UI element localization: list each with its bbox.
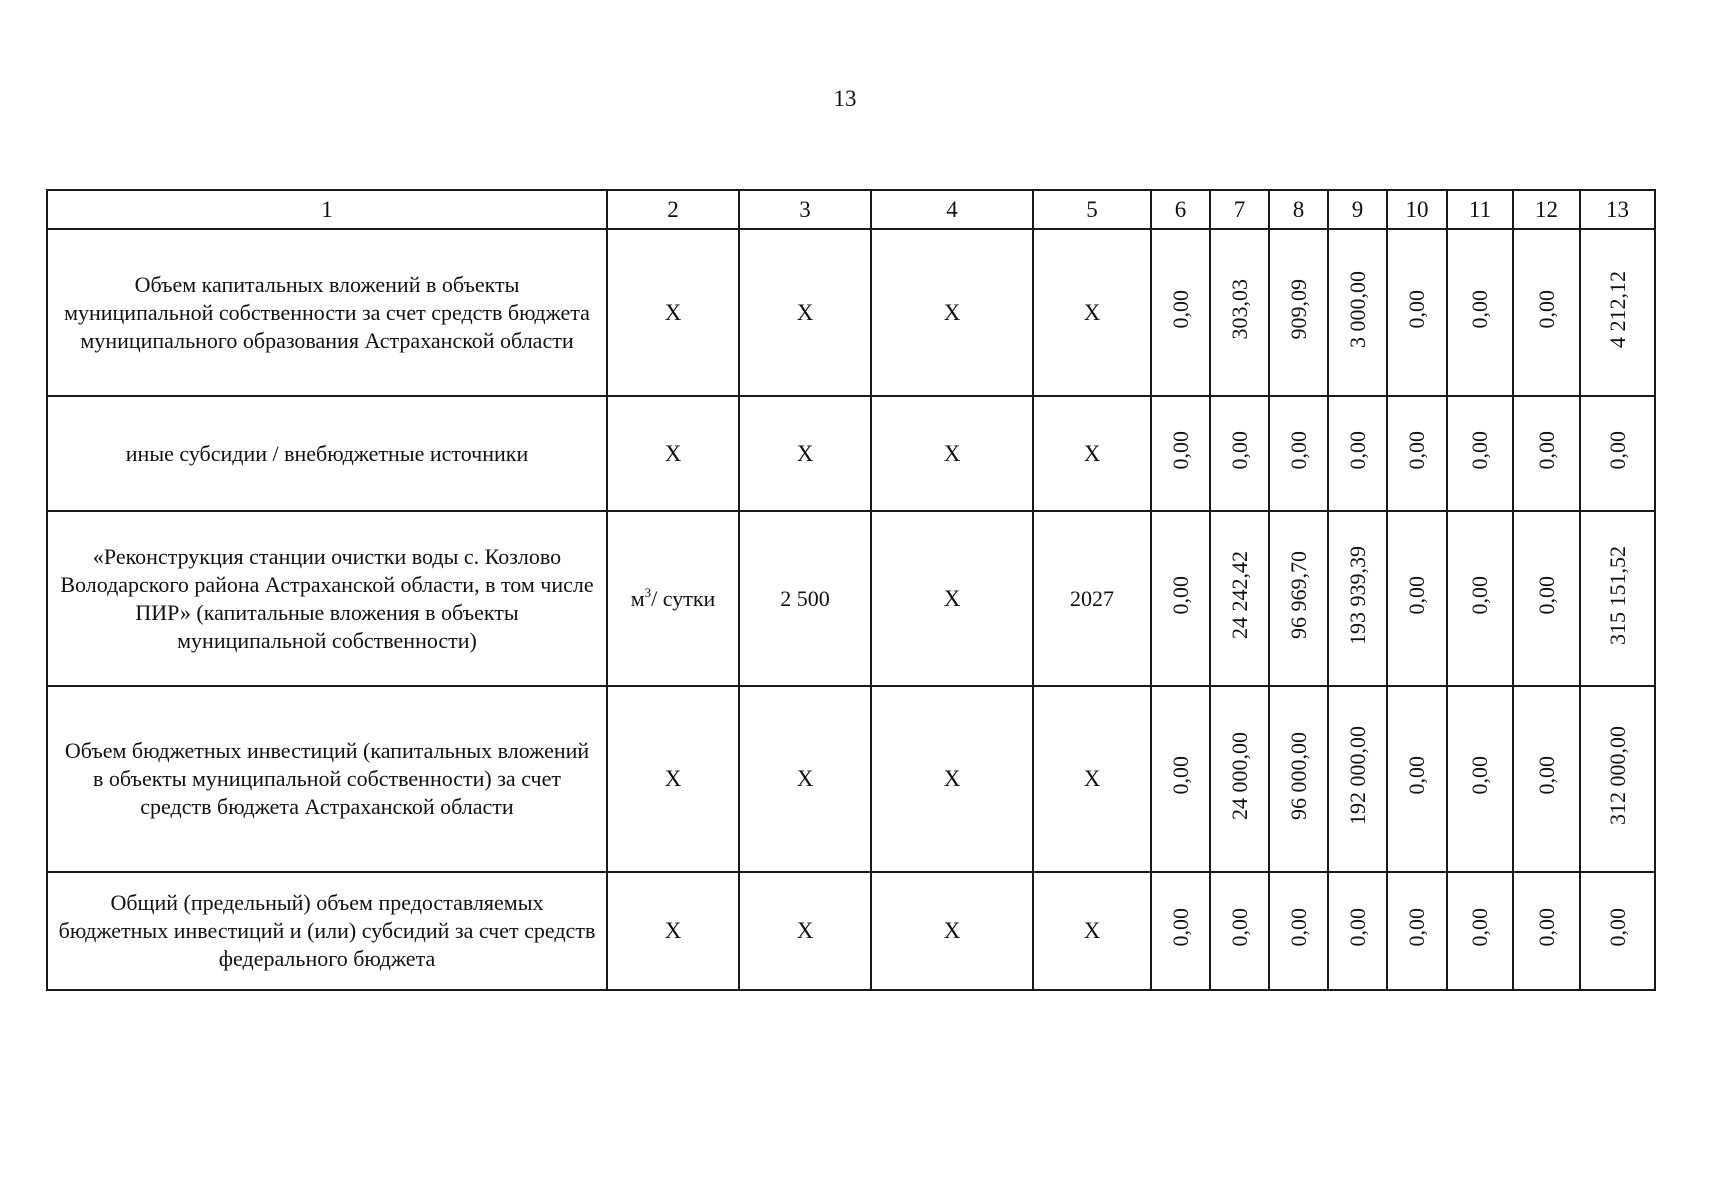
x-mark: X: [796, 299, 814, 325]
x-mark: X: [943, 299, 961, 325]
amount-cell: [1513, 511, 1580, 686]
page-number: 13: [833, 86, 857, 111]
unit-base: м: [630, 585, 645, 611]
cell-col-4: [871, 396, 1033, 511]
x-mark: X: [1083, 766, 1101, 791]
amount-value: 0,00: [1404, 430, 1429, 470]
amount-value: 0,00: [1167, 430, 1193, 470]
amount-cell: [1328, 396, 1387, 511]
table-row: [47, 686, 1655, 872]
x-mark: X: [1083, 918, 1101, 943]
amount-value: 0,00: [1167, 756, 1193, 795]
amount-cell: [1328, 872, 1387, 990]
amount-cell: [1513, 686, 1580, 872]
cell-col-3: [739, 229, 871, 396]
x-mark: X: [1083, 440, 1101, 466]
cell-col-3: [739, 872, 871, 990]
amount-value: 0,00: [1404, 908, 1429, 947]
amount-value: 24 242,42: [1226, 551, 1252, 639]
x-mark: X: [943, 766, 961, 791]
amount-cell: [1269, 229, 1328, 396]
row-description: Общий (предельный) объем предоставляемых бюджетных инвестиций и (или) субсидий за счет средств федерального бюджета: [47, 872, 607, 990]
cell-col-5: [1033, 872, 1151, 990]
cell-col-2: [607, 686, 739, 872]
amount-cell: [1580, 872, 1655, 990]
row-description: «Реконструкция станции очистки воды с. Козлово Володарского района Астраханской области, в том числе ПИР» (капитальные вложения в объекты муниципальной собственности): [47, 511, 607, 686]
cell-col-5: [1033, 396, 1151, 511]
x-mark: X: [796, 766, 814, 791]
amount-value: 909,09: [1285, 278, 1311, 340]
amount-cell: [1580, 396, 1655, 511]
amount-value: 0,00: [1533, 430, 1559, 470]
amount-cell: [1328, 511, 1387, 686]
table-row: [47, 511, 1655, 686]
cell-col-3: 2 500: [739, 511, 871, 686]
cell-col-3: [739, 686, 871, 872]
amount-value: 96 969,70: [1285, 551, 1311, 639]
column-header: 13: [1580, 190, 1655, 229]
amount-cell: [1447, 396, 1513, 511]
amount-value: 0,00: [1344, 430, 1370, 470]
amount-cell: [1447, 686, 1513, 872]
amount-value: 312 000,00: [1604, 726, 1630, 825]
cell-col-5: [1033, 229, 1151, 396]
x-mark: X: [943, 440, 961, 466]
amount-cell: [1269, 396, 1328, 511]
column-header: 10: [1387, 190, 1447, 229]
amount-value: 0,00: [1467, 756, 1492, 795]
amount-value: 0,00: [1404, 756, 1429, 795]
amount-cell: [1513, 229, 1580, 396]
x-mark: X: [796, 918, 814, 943]
amount-cell: [1328, 686, 1387, 872]
amount-cell: [1151, 396, 1210, 511]
amount-cell: [1210, 396, 1269, 511]
amount-value: 192 000,00: [1344, 726, 1370, 825]
amount-cell: [1387, 511, 1447, 686]
cell-col-2: [607, 511, 739, 686]
amount-value: 0,00: [1167, 575, 1193, 615]
x-mark: X: [664, 440, 682, 466]
amount-value: 193 939,39: [1344, 545, 1370, 645]
amount-value: 0,00: [1467, 430, 1492, 470]
amount-value: 3 000,00: [1344, 270, 1370, 348]
column-header: 2: [607, 190, 739, 229]
amount-cell: [1513, 396, 1580, 511]
amount-value: 0,00: [1404, 289, 1429, 329]
amount-cell: [1447, 872, 1513, 990]
amount-cell: [1387, 229, 1447, 396]
amount-cell: [1269, 511, 1328, 686]
amount-cell: [1328, 229, 1387, 396]
amount-value: 0,00: [1344, 908, 1370, 947]
amount-value: 24 000,00: [1226, 731, 1252, 820]
amount-value: 0,00: [1533, 908, 1559, 947]
unit-superscript: 3: [644, 584, 652, 600]
amount-cell: [1269, 872, 1328, 990]
amount-cell: [1387, 686, 1447, 872]
row-description: Объем бюджетных инвестиций (капитальных вложений в объекты муниципальной собственности) за счет средств бюджета Астраханской области: [47, 686, 607, 872]
column-header: 5: [1033, 190, 1151, 229]
amount-cell: [1269, 686, 1328, 872]
amount-value: 0,00: [1404, 575, 1429, 615]
column-header: 8: [1269, 190, 1328, 229]
cell-col-5: [1033, 686, 1151, 872]
amount-cell: [1387, 396, 1447, 511]
amount-cell: [1151, 686, 1210, 872]
amount-cell: [1151, 872, 1210, 990]
x-mark: X: [796, 440, 814, 466]
column-header: 12: [1513, 190, 1580, 229]
amount-value: 0,00: [1167, 289, 1193, 329]
cell-col-5: 2027: [1033, 511, 1151, 686]
amount-value: 0,00: [1285, 908, 1311, 947]
amount-value: 0,00: [1226, 908, 1252, 947]
row-description: иные субсидии / внебюджетные источники: [47, 396, 607, 511]
table-row: [47, 872, 1655, 990]
column-header: 9: [1328, 190, 1387, 229]
column-header: 7: [1210, 190, 1269, 229]
amount-cell: [1151, 511, 1210, 686]
x-mark: X: [943, 918, 961, 943]
amount-value: 0,00: [1533, 756, 1559, 795]
column-header: 6: [1151, 190, 1210, 229]
x-mark: X: [943, 585, 961, 611]
amount-cell: [1210, 229, 1269, 396]
x-mark: X: [664, 918, 682, 943]
amount-value: 0,00: [1226, 430, 1252, 470]
amount-value: 0,00: [1533, 575, 1559, 615]
amount-value: 4 212,12: [1604, 270, 1630, 348]
cell-col-2: [607, 229, 739, 396]
amount-value: 303,03: [1226, 278, 1252, 340]
amount-cell: [1210, 872, 1269, 990]
cell-col-4: [871, 872, 1033, 990]
amount-value: 96 000,00: [1285, 731, 1311, 820]
column-header: 11: [1447, 190, 1513, 229]
cell-col-4: [871, 511, 1033, 686]
amount-value: 0,00: [1604, 430, 1630, 470]
x-mark: X: [664, 766, 682, 791]
amount-value: 0,00: [1467, 908, 1492, 947]
table-header-row: [47, 190, 1655, 229]
amount-cell: [1210, 511, 1269, 686]
amount-value: 0,00: [1604, 908, 1630, 947]
amount-cell: [1580, 686, 1655, 872]
amount-value: 0,00: [1467, 575, 1492, 615]
amount-value: 0,00: [1533, 289, 1559, 329]
unit-rest: / сутки: [651, 585, 716, 611]
table-row: [47, 229, 1655, 396]
amount-value: 315 151,52: [1604, 545, 1630, 645]
amount-cell: [1387, 872, 1447, 990]
amount-value: 0,00: [1285, 430, 1311, 470]
amount-cell: [1447, 229, 1513, 396]
amount-cell: [1151, 229, 1210, 396]
column-header: 3: [739, 190, 871, 229]
budget-table: [46, 189, 1656, 991]
amount-cell: [1580, 229, 1655, 396]
amount-cell: [1210, 686, 1269, 872]
column-header: 1: [47, 190, 607, 229]
cell-col-4: [871, 686, 1033, 872]
cell-col-2: [607, 872, 739, 990]
amount-value: 0,00: [1167, 908, 1193, 947]
cell-col-4: [871, 229, 1033, 396]
row-description: Объем капитальных вложений в объекты муниципальной собственности за счет средств бюджета муниципального образования Астраханской области: [47, 229, 607, 396]
x-mark: X: [664, 299, 682, 325]
column-header: 4: [871, 190, 1033, 229]
amount-cell: [1580, 511, 1655, 686]
amount-cell: [1513, 872, 1580, 990]
amount-cell: [1447, 511, 1513, 686]
table-row: [47, 396, 1655, 511]
amount-value: 0,00: [1467, 289, 1492, 329]
cell-col-2: [607, 396, 739, 511]
cell-col-3: [739, 396, 871, 511]
x-mark: X: [1083, 299, 1101, 325]
